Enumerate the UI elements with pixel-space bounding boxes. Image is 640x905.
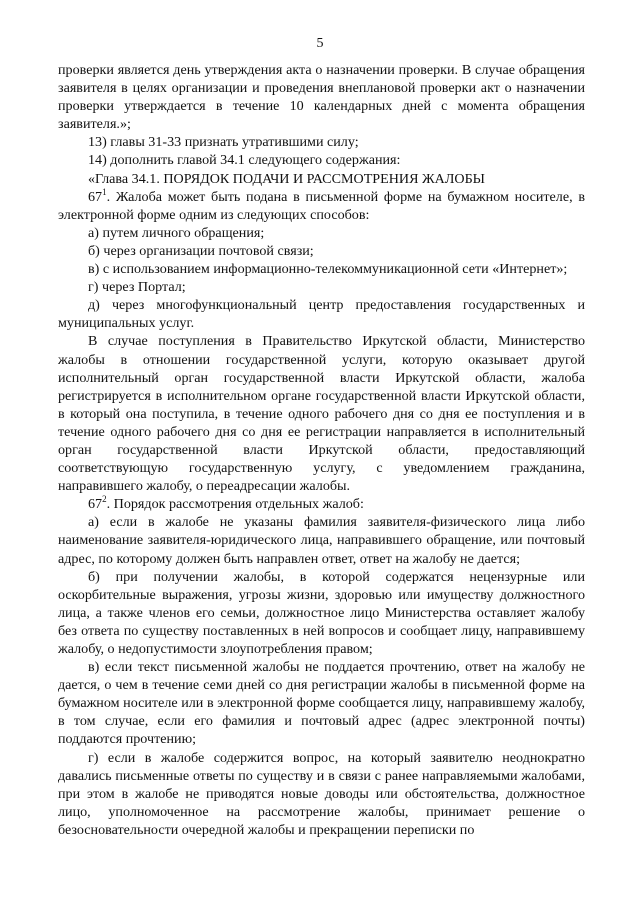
paragraph-section-67-2: $67^2$. Порядок рассмотрения отдельных жалоб: (88, 494, 364, 513)
paragraph-item-14: 14) дополнить главой 34.1 следующего содержания: (88, 152, 401, 169)
list-item-v: в) с использованием информационно-телекоммуникационной сети «Интернет»; (88, 261, 568, 278)
chapter-heading: «Глава 34.1. ПОРЯДОК ПОДАЧИ И РАССМОТРЕНИЯ ЖАЛОБЫ (88, 170, 485, 187)
list-item-b: б) через организации почтовой связи; (88, 242, 314, 259)
list-item-a: а) путем личного обращения; (88, 224, 265, 241)
paragraph-section-67-1: $67^1$. Жалоба может быть подана в письменной форме на бумажном носителе, в электронной форме одним из следующих способов: (58, 186, 585, 223)
document-body (58, 61, 585, 839)
review-item-v: в) если текст письменной жалобы не поддается прочтению, ответ на жалобу не дается, о чем в течение семи дней со дня регистрации жалобы в письменной форме на бумажном носителе или в электронной форме сообщается лицу, направившему жалобу, в том случае, если его фамилия и почтовый адрес (адрес электронной почты) поддаются прочтению; (58, 659, 585, 748)
list-item-g: г) через Портал; (88, 279, 186, 296)
section-number-67-2: $67^2$ (88, 494, 107, 513)
review-item-g: г) если в жалобе содержится вопрос, на который заявителю неоднократно давались письменные ответы по существу и в связи с ранее направляемыми жалобами, при этом в жалобе не приводятся новые доводы или обстоятельства, должностное лицо, уполномоченное на рассмотрение жалобы, принимает решение о безосновательности очередной жалобы и прекращении переписки по (58, 749, 585, 838)
section-number-67-1: $67^1$ (88, 186, 107, 205)
page-number: 5 (316, 36, 324, 51)
paragraph-item-13: 13) главы 31-33 признать утратившими силу; (88, 134, 359, 151)
review-item-a: а) если в жалобе не указаны фамилия заявителя-физического лица либо наименование заявителя-юридического лица, направившего обращение, или почтовый адрес, по которому должен быть направлен ответ, ответ на жалобу не дается; (58, 514, 585, 567)
list-item-d: д) через многофункциональный центр предоставления государственных и муниципальных услуг. (58, 297, 585, 332)
review-item-b: б) при получении жалобы, в которой содержатся нецензурные или оскорбительные выражения, угрозы жизни, здоровью или имуществу должностного лица, а также членов его семьи, должностное лицо Министерства оставляет жалобу без ответа по существу поставленных в ней вопросов и сообщает лицу, направившему жалобу, о недопустимости злоупотребления правом; (58, 568, 585, 657)
paragraph-continuation: проверки является день утверждения акта о назначении проверки. В случае обращения заявителя в целях организации и проведения внеплановой проверки акт о назначении проверки утверждается в течение 10 календарных дней с момента обращения заявителя.»; (58, 62, 585, 133)
paragraph-redirect: В случае поступления в Правительство Иркутской области, Министерство жалобы в отношении государственной услуги, которую оказывает другой исполнительный орган государственной власти Иркутской области, жалоба регистрируется в исполнительном органе государственной власти Иркутской области, в который она поступила, в течение одного рабочего дня со дня ее поступления и в течение одного рабочего дня со дня ее регистрации направляется в исполнительный орган государственной власти Иркутской области, предоставляющий соответствующую государственную услугу, с уведомлением гражданина, направившего жалобу, о переадресации жалобы. (58, 333, 585, 495)
